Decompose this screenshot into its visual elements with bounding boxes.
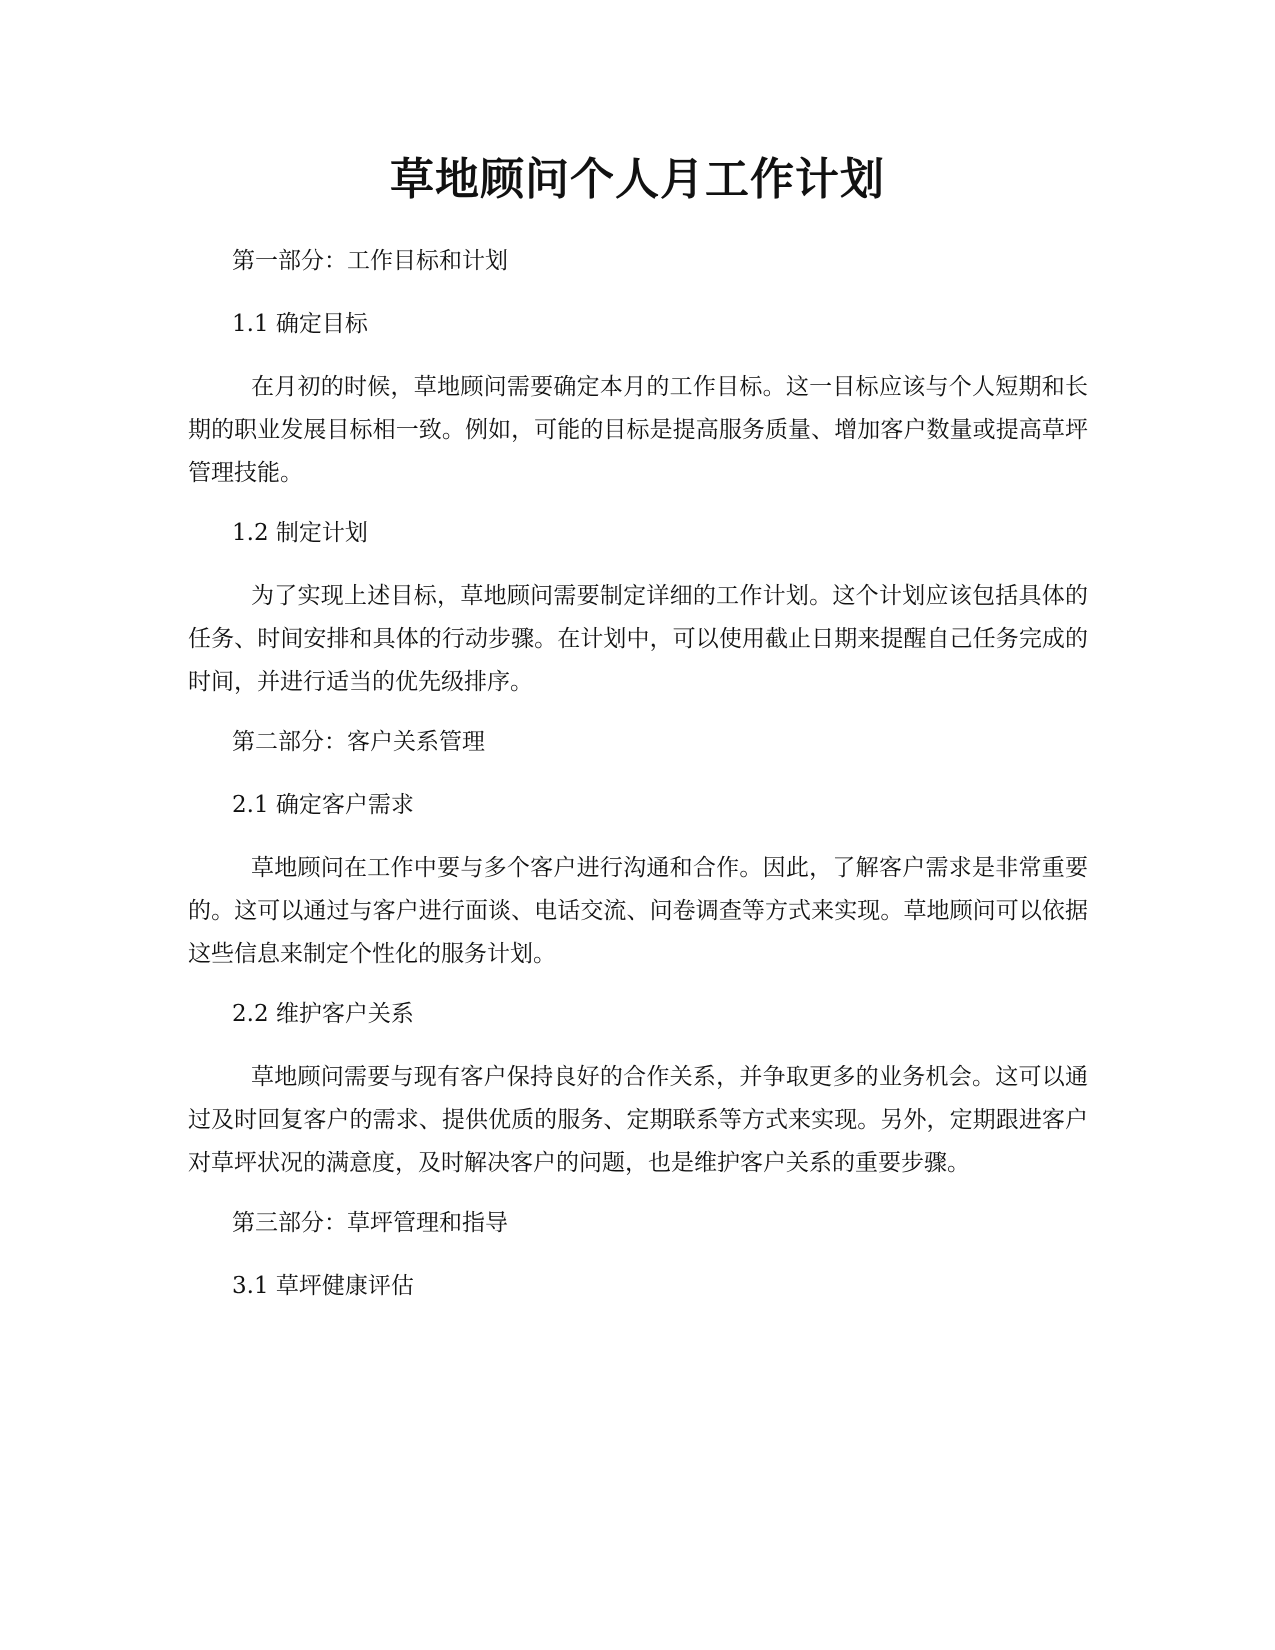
- section-1-1-heading: 1.1 确定目标: [232, 311, 368, 337]
- section-2-1-heading: 2.1 确定客户需求: [232, 792, 414, 818]
- section-1-1-paragraph: 在月初的时候，草地顾问需要确定本月的工作目标。这一目标应该与个人短期和长期的职业发展目标相一致。例如，可能的目标是提高服务质量、增加客户数量或提高草坪管理技能。: [188, 374, 1088, 486]
- part-1-heading: 第一部分：工作目标和计划: [232, 248, 508, 274]
- document-title: 草地顾问个人月工作计划: [390, 154, 885, 205]
- section-2-1-paragraph: 草地顾问在工作中要与多个客户进行沟通和合作。因此，了解客户需求是非常重要的。这可以通过与客户进行面谈、电话交流、问卷调查等方式来实现。草地顾问可以依据这些信息来制定个性化的服务计划。: [188, 855, 1088, 967]
- section-3-1-heading: 3.1 草坪健康评估: [232, 1273, 414, 1299]
- section-2-2-paragraph: 草地顾问需要与现有客户保持良好的合作关系，并争取更多的业务机会。这可以通过及时回复客户的需求、提供优质的服务、定期联系等方式来实现。另外，定期跟进客户对草坪状况的满意度，及时解决客户的问题，也是维护客户关系的重要步骤。: [188, 1064, 1088, 1176]
- part-2-heading: 第二部分：客户关系管理: [232, 729, 485, 755]
- section-1-2-heading: 1.2 制定计划: [232, 520, 368, 546]
- document-body: [188, 244, 1088, 1332]
- section-2-2-heading: 2.2 维护客户关系: [232, 1001, 414, 1027]
- section-1-2-paragraph: 为了实现上述目标，草地顾问需要制定详细的工作计划。这个计划应该包括具体的任务、时间安排和具体的行动步骤。在计划中，可以使用截止日期来提醒自己任务完成的时间，并进行适当的优先级排序。: [188, 583, 1088, 695]
- part-3-heading: 第三部分：草坪管理和指导: [232, 1210, 508, 1236]
